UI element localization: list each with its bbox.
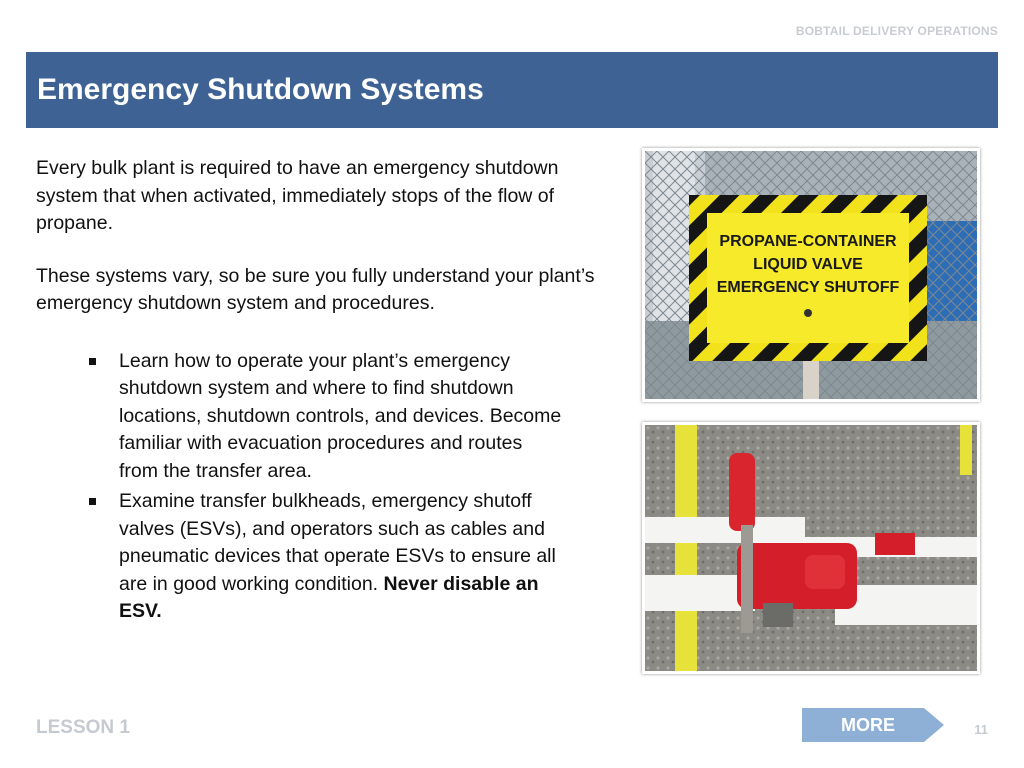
shutoff-sign-photo (642, 148, 980, 402)
course-label: BOBTAIL DELIVERY OPERATIONS (795, 24, 998, 38)
bullet-text: Learn how to operate your plant’s emergency shutdown system and where to find shutdown locations, shutdown controls, and devices. Become familiar with evacuation procedures and routes from the transfer area. (119, 349, 562, 482)
more-button-label: MORE (841, 714, 895, 735)
bullet-item-operate (86, 348, 566, 486)
bullet-emphasis: Never disable an ESV. (119, 572, 539, 622)
shutoff-valve-photo (642, 422, 980, 674)
bullet-item-examine (86, 488, 566, 626)
sign-line-3: EMERGENCY SHUTOFF (716, 279, 900, 296)
lesson-label: LESSON 1 (36, 717, 130, 738)
intro-paragraph: Every bulk plant is required to have an emergency shutdown system that when activated, immediately stops of the flow of propane. (36, 157, 559, 234)
page-number: 11 (974, 722, 988, 737)
sign-line-2: LIQUID VALVE (753, 256, 863, 273)
bullet-list (86, 348, 566, 626)
body-content (36, 155, 596, 629)
bullet-text: Examine transfer bulkheads, emergency shutoff valves (ESVs), and operators such as cables and pneumatic devices that operate ESVs to ensure all are in good working condition. (119, 490, 556, 595)
title-bar (26, 52, 998, 128)
page-title: Emergency Shutdown Systems (37, 73, 484, 106)
sign-line-1: PROPANE-CONTAINER (719, 233, 897, 250)
more-button[interactable] (802, 708, 944, 742)
systems-paragraph: These systems vary, so be sure you fully understand your plant’s emergency shutdown system and procedures. (36, 264, 595, 314)
